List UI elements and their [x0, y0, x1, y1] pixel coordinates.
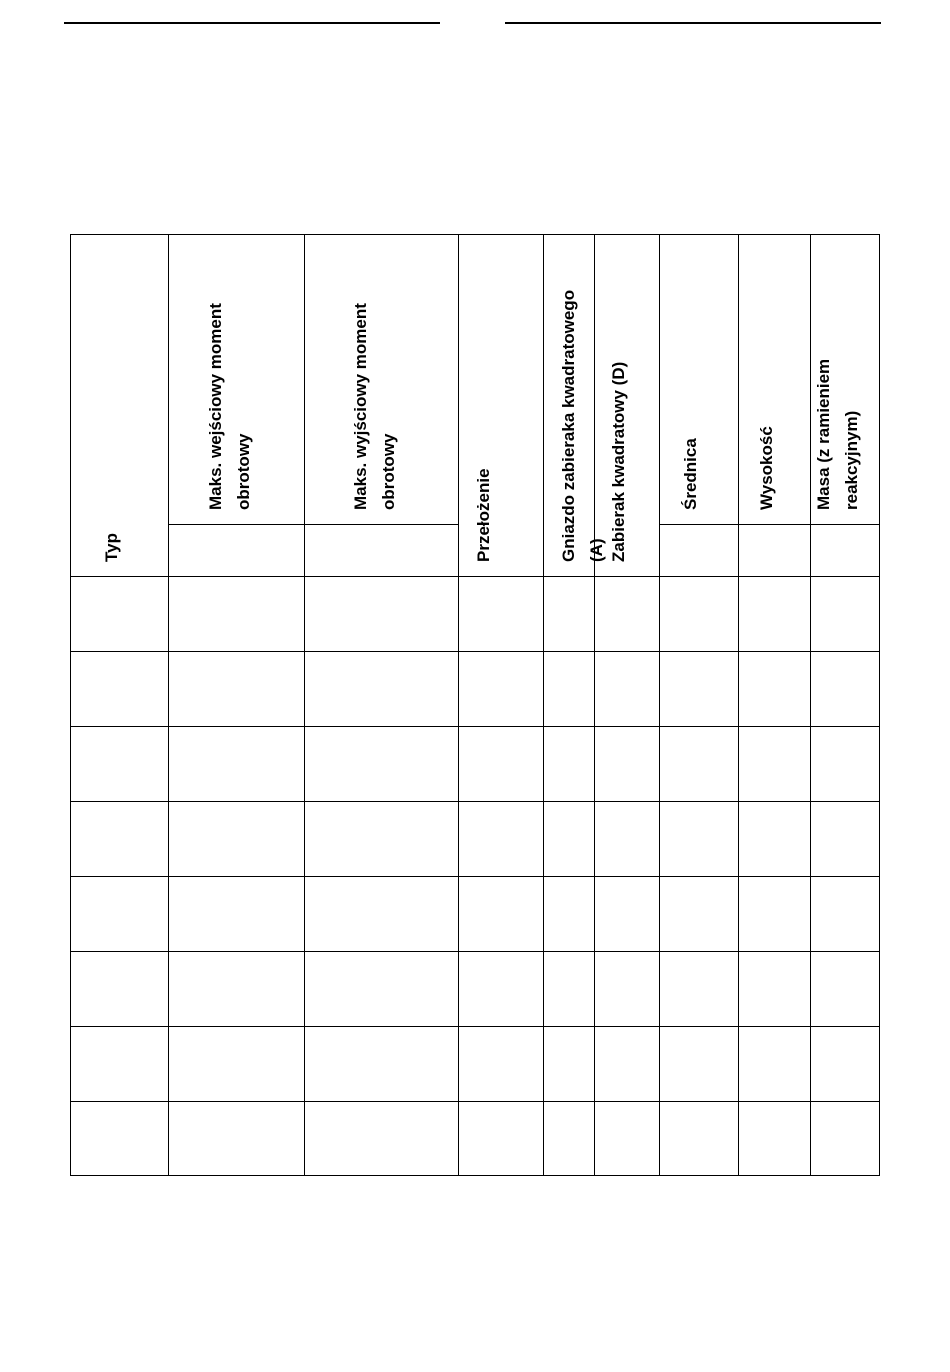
table-cell: [459, 1102, 543, 1175]
table-cell: [169, 1102, 304, 1175]
header-height: Wysokość: [757, 426, 776, 510]
table-cell: [739, 1102, 810, 1175]
table-cell: [169, 877, 304, 951]
table-cell: [660, 1102, 738, 1175]
table-cell: [169, 1027, 304, 1101]
table-cell: [595, 727, 659, 801]
table-cell: [305, 652, 458, 726]
table-cell: [595, 877, 659, 951]
table-cell: [811, 727, 879, 801]
table-cell: [739, 1027, 810, 1101]
table-cell: [71, 652, 168, 726]
table-cell: [811, 1027, 879, 1101]
table-cell: [811, 652, 879, 726]
table-cell: [459, 802, 543, 876]
unit-row-divider: [659, 524, 880, 525]
table-border-bottom: [70, 1175, 880, 1176]
table-cell: [811, 802, 879, 876]
table-cell: [71, 802, 168, 876]
table-cell: [739, 577, 810, 651]
header-diameter: Średnica: [681, 438, 700, 510]
table-cell: [544, 1102, 594, 1175]
table-cell: [71, 727, 168, 801]
table-cell: [169, 952, 304, 1026]
table-cell: [169, 652, 304, 726]
table-cell: [595, 577, 659, 651]
table-cell: [544, 652, 594, 726]
header-typ: Typ: [102, 533, 121, 562]
table-border-right: [879, 234, 880, 1176]
table-cell: [71, 1027, 168, 1101]
table-cell: [544, 1027, 594, 1101]
table-cell: [71, 877, 168, 951]
table-cell: [595, 802, 659, 876]
table-cell: [544, 802, 594, 876]
table-cell: [595, 952, 659, 1026]
header-weight: Masa (z ramieniem reakcyjnym): [814, 358, 861, 510]
table-cell: [739, 652, 810, 726]
top-rule-left: [64, 22, 440, 24]
table-border-top: [70, 234, 880, 235]
table-cell: [169, 802, 304, 876]
table-cell: [660, 877, 738, 951]
header-max-output-torque: Maks. wyjściowy moment obrotowy: [351, 303, 398, 510]
table-cell: [459, 1027, 543, 1101]
table-cell: [71, 1102, 168, 1175]
table-cell: [71, 577, 168, 651]
table-cell: [305, 577, 458, 651]
unit-row-divider: [168, 524, 458, 525]
table-cell: [71, 952, 168, 1026]
header-max-input-torque: Maks. wejściowy moment obrotowy: [206, 303, 253, 510]
top-rule-right: [505, 22, 881, 24]
table-cell: [811, 877, 879, 951]
table-cell: [305, 802, 458, 876]
table-cell: [459, 877, 543, 951]
table-cell: [544, 952, 594, 1026]
table-cell: [459, 577, 543, 651]
table-cell: [739, 952, 810, 1026]
table-cell: [739, 877, 810, 951]
table-cell: [169, 577, 304, 651]
table-cell: [459, 952, 543, 1026]
table-cell: [544, 577, 594, 651]
table-cell: [305, 952, 458, 1026]
table-cell: [660, 577, 738, 651]
table-cell: [660, 1027, 738, 1101]
table-cell: [595, 652, 659, 726]
table-cell: [660, 802, 738, 876]
table-cell: [660, 952, 738, 1026]
table-cell: [305, 727, 458, 801]
header-ratio: Przełożenie: [474, 468, 493, 562]
table-cell: [459, 727, 543, 801]
table-cell: [811, 577, 879, 651]
table-cell: [595, 1027, 659, 1101]
table-cell: [305, 1027, 458, 1101]
table-cell: [459, 652, 543, 726]
table-cell: [544, 877, 594, 951]
table-cell: [811, 1102, 879, 1175]
header-square-drive: Zabierak kwadratowy (D): [609, 361, 628, 562]
table-cell: [739, 802, 810, 876]
table-cell: [660, 652, 738, 726]
table-cell: [169, 727, 304, 801]
table-cell: [739, 727, 810, 801]
table-cell: [595, 1102, 659, 1175]
table-cell: [811, 952, 879, 1026]
table-cell: [305, 1102, 458, 1175]
table-cell: [544, 727, 594, 801]
table-cell: [305, 877, 458, 951]
header-square-drive-socket: Gniazdo zabieraka kwadratowego (A): [559, 289, 606, 562]
table-cell: [660, 727, 738, 801]
